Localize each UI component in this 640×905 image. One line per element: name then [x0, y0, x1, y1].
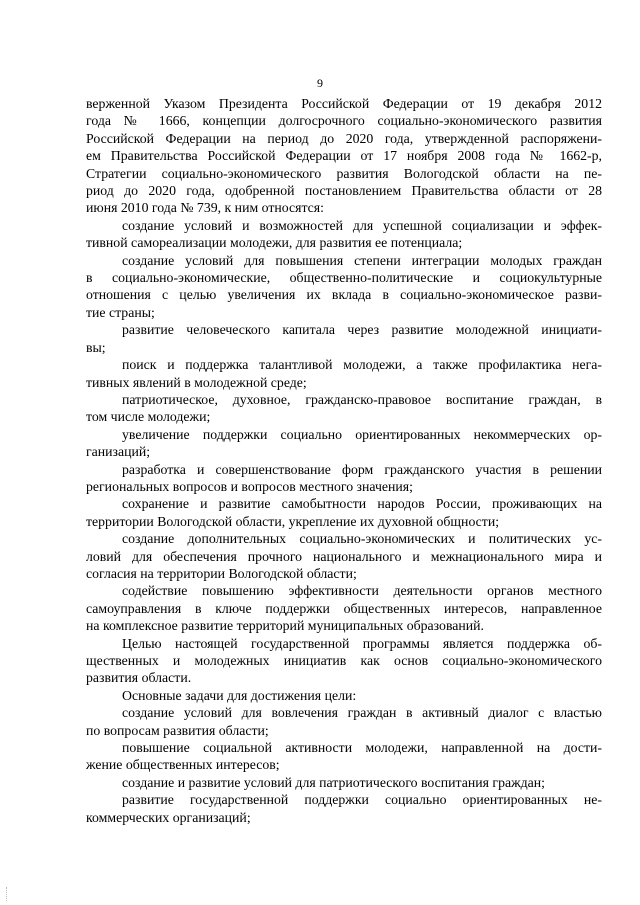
text-line: создание дополнительных социально-экономических и политических ус-	[122, 531, 602, 547]
text-line: тивной самореализации молодежи, для развития ее потенциала;	[86, 235, 463, 251]
document-body	[86, 95, 602, 826]
text-line: Российской Федерации на период до 2020 года, утвержденной распоряжени-	[86, 130, 602, 146]
text-line: создание условий для вовлечения граждан в активный диалог с властью	[122, 705, 602, 721]
text-line: самоуправления в ключе поддержки общественных интересов, направленное	[86, 600, 602, 616]
text-line: щественных и молодежных инициатив как основ социально-экономического	[86, 653, 602, 668]
text-line: патриотическое, духовное, гражданско-правовое воспитание граждан, в	[122, 391, 602, 407]
text-line: ганизаций;	[86, 444, 151, 460]
text-line: развития области.	[86, 670, 192, 686]
page-number: 9	[317, 76, 323, 90]
text-line: создание условий и возможностей для успешной социализации и эффек-	[122, 217, 602, 233]
text-line: Целью настоящей государственной программы является поддержка об-	[122, 635, 602, 651]
text-line: июня 2010 года № 739, к ним относятся:	[86, 200, 324, 216]
text-line: региональных вопросов и вопросов местного значения;	[86, 478, 413, 494]
text-line: ем Правительства Российской Федерации от 17 ноября 2008 года № 1662-р,	[86, 148, 602, 164]
text-line: том числе молодежи;	[86, 409, 211, 425]
text-line: в социально-экономические, общественно-политические и социокультурные	[86, 270, 602, 286]
text-line: разработка и совершенствование форм гражданского участия в решении	[122, 461, 602, 477]
text-line: года № 1666, концепции долгосрочного социально-экономического развития	[86, 113, 602, 129]
text-line: верженной Указом Президента Российской Федерации от 19 декабря 2012	[86, 96, 602, 111]
text-line: вы;	[86, 339, 106, 355]
text-line: развитие человеческого капитала через развитие молодежной инициати-	[122, 322, 602, 338]
text-line: увеличение поддержки социально ориентированных некоммерческих ор-	[122, 426, 602, 442]
text-line: жение общественных интересов;	[86, 757, 280, 773]
text-line: Основные задачи для достижения цели:	[122, 687, 357, 703]
text-line: на комплексное развитие территорий муниципальных образований.	[86, 618, 485, 634]
text-line: тие страны;	[86, 304, 155, 320]
text-line: содействие повышению эффективности деятельности органов местного	[122, 583, 602, 599]
text-line: ловий для обеспечения прочного национального и межнационального мира и	[86, 548, 602, 564]
text-line: по вопросам развития области;	[86, 722, 269, 738]
scan-edge-mark	[6, 887, 17, 901]
text-line: развитие государственной поддержки социально ориентированных не-	[122, 792, 602, 808]
text-line: повышение социальной активности молодежи, направленной на дости-	[122, 740, 602, 756]
text-line: создание условий для повышения степени интеграции молодых граждан	[122, 252, 602, 268]
text-line: территории Вологодской области, укрепление их духовной общности;	[86, 513, 500, 529]
text-line: Стратегии социально-экономического развития Вологодской области на пе-	[86, 165, 602, 181]
text-line: сохранение и развитие самобытности народов России, проживающих на	[122, 496, 602, 512]
text-line: риод до 2020 года, одобренной постановлением Правительства области от 28	[86, 183, 602, 199]
text-line: коммерческих организаций;	[86, 809, 251, 825]
text-line: создание и развитие условий для патриотического воспитания граждан;	[122, 774, 545, 790]
text-line: поиск и поддержка талантливой молодежи, а также профилактика нега-	[122, 357, 602, 373]
text-line: отношения с целью увеличения их вклада в социально-экономическое разви-	[86, 287, 602, 303]
text-line: согласия на территории Вологодской области;	[86, 565, 357, 581]
text-line: тивных явлений в молодежной среде;	[86, 374, 307, 390]
